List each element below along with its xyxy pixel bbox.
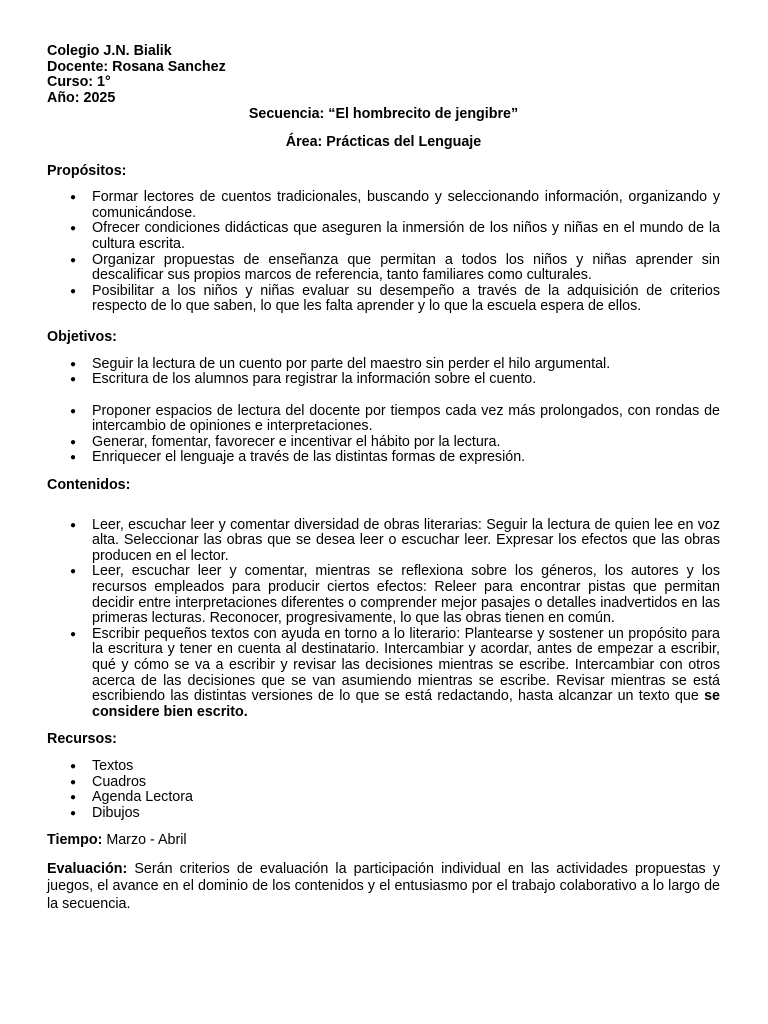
list-item: ● Cuadros: [47, 775, 720, 791]
list-item: ● Proponer espacios de lectura del docente por tiempos cada vez más prolongados, con rondas de intercambio de opiniones e interpretaciones.: [47, 404, 720, 435]
list-item: ● Leer, escuchar leer y comentar diversidad de obras literarias: Seguir la lectura de quien lee en voz alta. Seleccionar las obras que se desea leer o escuchar leer. Expresar los efectos que las obras producen en el lector.: [47, 518, 720, 565]
recursos-heading: Recursos:: [47, 731, 117, 748]
objetivos-list-b: [47, 404, 720, 466]
contenidos-heading: Contenidos:: [47, 477, 131, 494]
list-item: ● Textos: [47, 759, 720, 775]
list-item: ● Formar lectores de cuentos tradicionales, buscando y seleccionando información, organizando y comunicándose.: [47, 190, 720, 221]
area-title: Área: Prácticas del Lenguaje: [285, 133, 482, 150]
list-item: ● Seguir la lectura de un cuento por parte del maestro sin perder el hilo argumental.: [47, 357, 720, 373]
objetivos-heading: Objetivos:: [47, 328, 117, 345]
propositos-heading: Propósitos:: [47, 162, 127, 179]
list-item: ● Leer, escuchar leer y comentar, mientras se reflexiona sobre los géneros, los autores y los recursos empleados para producir ciertos efectos: Releer para encontrar pistas que permitan decidir entre interpretaciones diferentes o comprender mejor pasajes o detalles inadvertidos en las primeras lecturas. Reconocer, progresivamente, lo que las obras tienen en común.: [47, 564, 720, 626]
tiempo-line: [47, 833, 720, 849]
tiempo-value: Marzo - Abril: [102, 832, 187, 849]
course: Curso: 1°: [47, 74, 111, 91]
list-item: ● Generar, fomentar, favorecer e incentivar el hábito por la lectura.: [47, 435, 720, 451]
evaluacion-label: Evaluación:: [47, 860, 128, 877]
sequence-title: Secuencia: “El hombrecito de jengibre”: [248, 106, 519, 123]
contenidos-list: [47, 518, 720, 721]
list-item: ● Organizar propuestas de enseñanza que permitan a todos los niños y niñas aprender sin descalificar sus propios marcos de referencia, tanto familiares como culturales.: [47, 253, 720, 284]
list-item: ● Escritura de los alumnos para registrar la información sobre el cuento.: [47, 372, 720, 388]
evaluacion-paragraph: [47, 861, 720, 914]
objetivos-list-a: [47, 357, 720, 388]
list-item-bold-text: se considere bien escrito.: [92, 688, 720, 720]
list-item: ● Dibujos: [47, 806, 720, 822]
year: Año: 2025: [47, 89, 116, 106]
list-item: ● Posibilitar a los niños y niñas evaluar su desempeño a través de la adquisición de criterios respecto de lo que saben, lo que les falta aprender y lo que la escuela espera de ellos.: [47, 284, 720, 315]
teacher-name: Docente: Rosana Sanchez: [47, 58, 226, 75]
list-item: [47, 627, 720, 721]
evaluacion-value: Serán criterios de evaluación la participación individual en las actividades propuestas y juegos, el avance en el dominio de los contenidos y el entusiasmo por el trabajo colaborativo a lo largo de la secuencia.: [47, 860, 720, 912]
list-item: ● Agenda Lectora: [47, 790, 720, 806]
header-block: [47, 44, 720, 106]
list-item-text: Escribir pequeños textos con ayuda en torno a lo literario: Plantearse y sostener un propósito para la escritura y tener en cuenta al destinatario. Intercambiar y acordar, antes de empezar a escribir, qué y cómo se va a escribir y revisar las decisiones mientras se escribe. Intercambiar con otros acerca de las decisiones que se van asumiendo mientras se escribe. Revisar mientras se está escribiendo las distintas versiones de lo que se está redactando, hasta alcanzar un texto que: [92, 625, 720, 705]
tiempo-label: Tiempo:: [47, 832, 103, 849]
school-name: Colegio J.N. Bialik: [47, 43, 172, 59]
recursos-list: [47, 759, 720, 821]
propositos-list: [47, 190, 720, 315]
list-item: ● Ofrecer condiciones didácticas que aseguren la inmersión de los niños y niñas en el mundo de la cultura escrita.: [47, 221, 720, 252]
list-item: ● Enriquecer el lenguaje a través de las distintas formas de expresión.: [47, 450, 720, 466]
